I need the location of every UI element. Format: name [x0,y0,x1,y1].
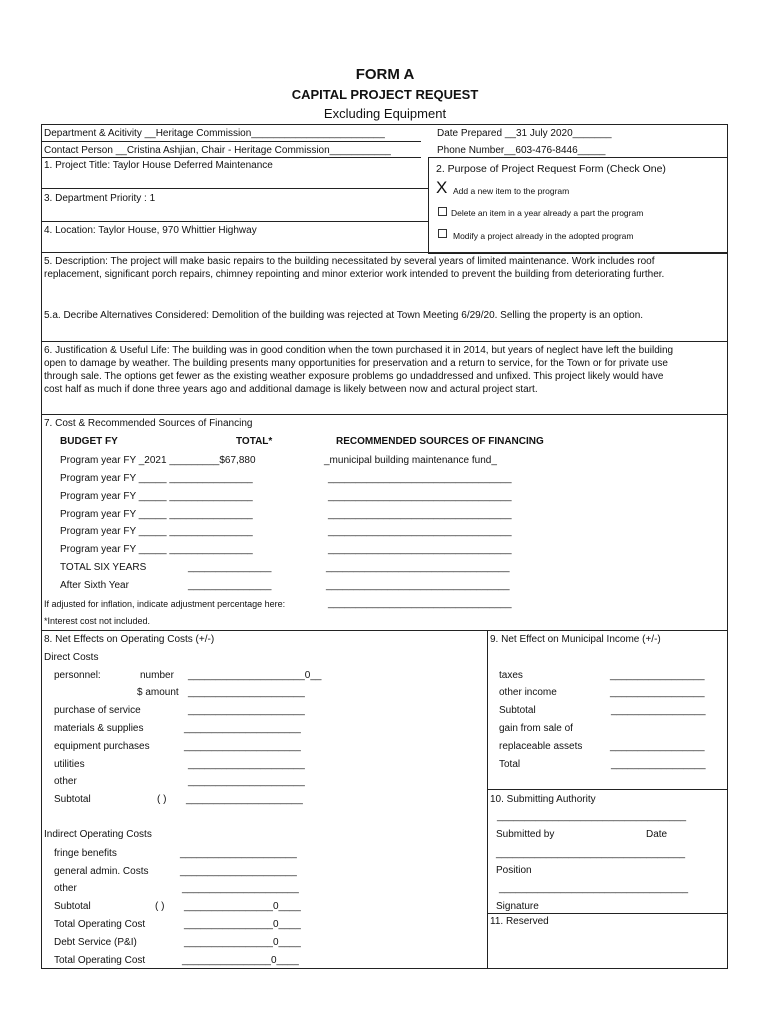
divider [487,789,727,790]
number-label: number [140,670,174,681]
divider [41,141,421,142]
position-line: __________________________________ [499,883,689,894]
taxes-label: taxes [499,670,523,681]
program-year-row: Program year FY _____ _______________ [60,509,253,520]
total-six-years-value: _______________ [188,562,272,573]
program-year-source: _________________________________ [328,473,512,484]
budget-fy-header: BUDGET FY [60,436,118,447]
reserved-label: 11. Reserved [490,916,549,927]
authority-line: __________________________________ [497,811,687,822]
general-admin-label: general admin. Costs [54,866,149,877]
check-mark: X [436,178,448,197]
divider [41,414,727,415]
checkbox-delete[interactable] [438,207,447,216]
phone-number-field: Phone Number__603-476-8446_____ [437,145,606,156]
fringe-benefits-label: fringe benefits [54,848,117,859]
checkbox-modify[interactable] [438,229,447,238]
indirect-subtotal-paren: ( ) [155,901,165,912]
fringe-benefits-value: _____________________ [180,848,297,859]
total-operating-cost-2-value: ________________0____ [182,955,299,966]
purpose-option-add[interactable]: Add a new item to the program [453,186,570,196]
justification-line-3: through sale. The options get fewer as the existing weather exposure problems go undaddressed and unfixed. This project likely would have [44,371,664,382]
replaceable-assets-value: _________________ [610,741,705,752]
income-total-label: Total [499,759,521,770]
income-subtotal-value: _________________ [611,705,706,716]
materials-supplies-label: materials & supplies [54,723,144,734]
divider [41,157,421,158]
number-value: _____________________0__ [188,670,322,681]
taxes-value: _________________ [610,670,705,681]
justification-line-2: open to damage by weather. The building presents many opportunities for preservation and a return to service, for the Town or for private use [44,358,668,369]
indirect-subtotal-label: Subtotal [54,901,91,912]
total-operating-cost-label: Total Operating Cost [54,919,146,930]
materials-supplies-value: _____________________ [184,723,301,734]
debt-service-value: ________________0____ [184,937,301,948]
utilities-label: utilities [54,759,85,770]
program-year-source: _________________________________ [328,509,512,520]
income-total-value: _________________ [611,759,706,770]
program-year-source: _________________________________ [328,526,512,537]
location-field: 4. Location: Taylor House, 970 Whittier Highway [44,225,257,236]
alternatives-field: 5.a. Decribe Alternatives Considered: Demolition of the building was rejected at Town Meeting 6/29/20. Selling the property is an option. [44,310,644,321]
other-value: _____________________ [188,776,305,787]
description-line-1: 5. Description: The project will make basic repairs to the building necessitated by several years of limited maintenance. Work includes roof [44,256,655,267]
equipment-purchases-value: _____________________ [184,741,301,752]
indirect-other-value: _____________________ [182,883,299,894]
subtotal-value: _____________________ [186,794,303,805]
project-title-field: 1. Project Title: Taylor House Deferred Maintenance [44,160,273,171]
personnel-label: personnel: [54,670,101,681]
operating-costs-label: 8. Net Effects on Operating Costs (+/-) [44,634,215,645]
description-line-2: replacement, significant porch repairs, chimney repointing and minor exterior work intended to prevent the building from deteriorating further. [44,269,665,280]
debt-service-label: Debt Service (P&I) [54,937,137,948]
outer-left-border [41,124,42,969]
department-field: Department & Acitivity __Heritage Commission________________________ [44,128,385,139]
total-operating-cost-2-label: Total Operating Cost [54,955,146,966]
other-income-value: _________________ [610,687,705,698]
amount-value: _____________________ [188,687,305,698]
utilities-value: _____________________ [188,759,305,770]
income-subtotal-label: Subtotal [499,705,536,716]
direct-costs-label: Direct Costs [44,652,99,663]
gain-sale-label: gain from sale of [499,723,573,734]
interest-note: *Interest cost not included. [44,616,151,626]
inflation-value: _________________________________ [328,598,512,609]
subtotal-label: Subtotal [54,794,91,805]
replaceable-assets-label: replaceable assets [499,741,583,752]
indirect-subtotal-value: ________________0____ [184,901,301,912]
submitted-by-line: __________________________________ [496,848,686,859]
form-title: FORM A [355,66,415,83]
purchase-service-label: purchase of service [54,705,141,716]
total-operating-cost-value: ________________0____ [184,919,301,930]
program-year-source: _________________________________ [328,491,512,502]
after-sixth-year-value: _______________ [188,580,272,591]
purpose-option-modify[interactable]: Modify a project already in the adopted program [453,231,634,241]
program-year-row: Program year FY _2021 _________$67,880 [60,455,256,466]
purpose-option-delete[interactable]: Delete an item in a year already a part the program [451,208,644,218]
municipal-income-label: 9. Net Effect on Municipal Income (+/-) [490,634,661,645]
top-border [41,124,727,125]
subtotal-paren: ( ) [157,794,167,805]
divider [41,341,727,342]
total-six-years-label: TOTAL SIX YEARS [60,562,147,573]
column-divider [487,630,488,968]
cost-label: 7. Cost & Recommended Sources of Financing [44,418,253,429]
inflation-label: If adjusted for inflation, indicate adjustment percentage here: [44,599,286,609]
form-subtitle: CAPITAL PROJECT REQUEST [291,87,479,102]
other-label: other [54,776,77,787]
after-sixth-year-source: _________________________________ [326,580,510,591]
position-label: Position [496,865,532,876]
date-prepared-field: Date Prepared __31 July 2020_______ [437,128,612,139]
date-label: Date [646,829,668,840]
amount-label: $ amount [137,687,179,698]
divider [487,913,727,914]
submitted-by-label: Submitted by [496,829,555,840]
purpose-label: 2. Purpose of Project Request Form (Check One) [436,163,666,175]
bottom-border [41,968,727,969]
sources-header: RECOMMENDED SOURCES OF FINANCING [336,436,544,447]
program-year-source: _________________________________ [328,544,512,555]
divider [41,630,727,631]
form-subtitle-2: Excluding Equipment [323,106,447,121]
justification-line-1: 6. Justification & Useful Life: The building was in good condition when the town purchased it in 2014, but years of neglect have left the building [44,345,674,356]
indirect-other-label: other [54,883,77,894]
equipment-purchases-label: equipment purchases [54,741,150,752]
outer-right-border [727,124,728,969]
signature-label: Signature [496,901,539,912]
justification-line-4: cost half as much if done three years ago and additional damage is likely between now and actural project start. [44,384,538,395]
other-income-label: other income [499,687,557,698]
divider [41,221,428,222]
total-six-years-source: _________________________________ [326,562,510,573]
divider [41,252,727,253]
submitting-authority-label: 10. Submitting Authority [490,794,596,805]
program-year-source: _municipal building maintenance fund_ [324,455,497,466]
general-admin-value: _____________________ [180,866,297,877]
purchase-service-value: _____________________ [188,705,305,716]
contact-person-field: Contact Person __Cristina Ashjian, Chair - Heritage Commission___________ [44,145,391,156]
indirect-costs-label: Indirect Operating Costs [44,829,152,840]
divider [41,188,428,189]
program-year-row: Program year FY _____ _______________ [60,491,253,502]
department-priority-field: 3. Department Priority : 1 [44,193,156,204]
after-sixth-year-label: After Sixth Year [60,580,129,591]
program-year-row: Program year FY _____ _______________ [60,544,253,555]
program-year-row: Program year FY _____ _______________ [60,473,253,484]
program-year-row: Program year FY _____ _______________ [60,526,253,537]
total-header: TOTAL* [236,436,273,447]
